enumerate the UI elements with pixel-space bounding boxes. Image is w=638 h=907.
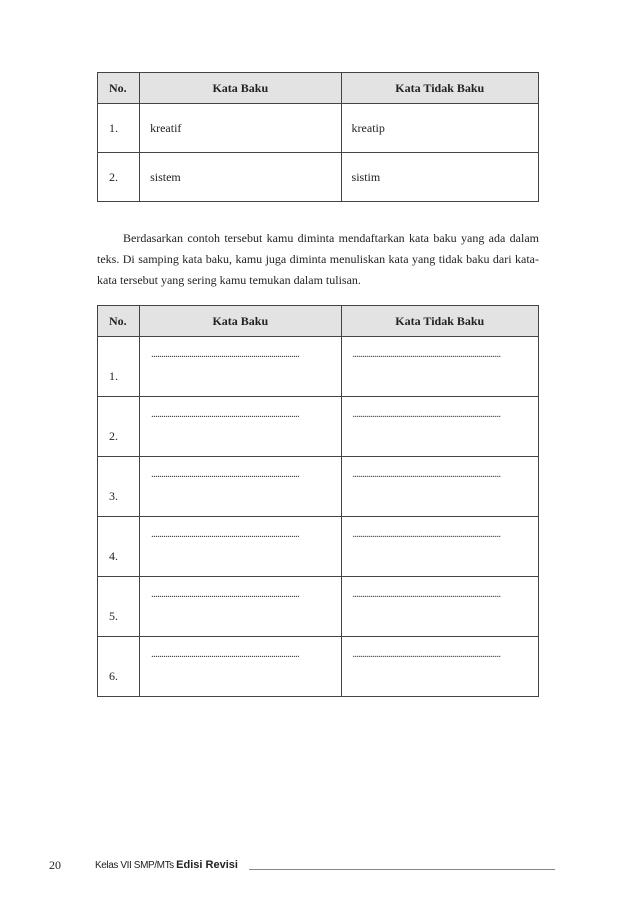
table-row [98,104,539,153]
header-kata-baku: Kata Baku [140,306,341,337]
table-row [98,337,539,397]
kata-tidak-baku-blank[interactable] [341,337,538,397]
exercise-table [97,305,539,697]
kata-tidak-baku-blank[interactable] [341,457,538,517]
dotted-line: .......................................................................... [151,649,300,660]
instruction-paragraph [97,228,539,291]
kata-tidak-baku-blank[interactable] [341,397,538,457]
dotted-line: .......................................................................... [352,409,501,420]
instruction-text: Berdasarkan contoh tersebut kamu diminta mendaftarkan kata baku yang ada dalam teks. Di samping kata baku, kamu juga diminta menuliskan kata yang tidak baku dari kata-kata tersebut yang sering kamu temukan dalam tulisan. [97,231,539,287]
table-row [98,153,539,202]
dotted-line: .......................................................................... [151,409,300,420]
table-row [98,397,539,457]
table-row [98,457,539,517]
header-no: No. [98,306,140,337]
kata-baku-cell: sistem [140,153,341,202]
dotted-line: .......................................................................... [151,349,300,360]
row-number: 6. [98,637,140,697]
table-row [98,637,539,697]
kata-baku-cell: kreatif [140,104,341,153]
table-header-row [98,73,539,104]
table-row [98,517,539,577]
header-no: No. [98,73,140,104]
row-number: 4. [98,517,140,577]
row-number: 2. [98,153,140,202]
kata-tidak-baku-cell: kreatip [341,104,538,153]
header-kata-tidak-baku: Kata Tidak Baku [341,306,538,337]
example-table [97,72,539,202]
dotted-line: .......................................................................... [352,589,501,600]
footer-book-title [95,859,238,871]
edition-label: Edisi Revisi [176,859,238,871]
header-kata-tidak-baku: Kata Tidak Baku [341,73,538,104]
dotted-line: .......................................................................... [352,529,501,540]
row-number: 2. [98,397,140,457]
kata-tidak-baku-blank[interactable] [341,577,538,637]
row-number: 5. [98,577,140,637]
row-number: 1. [98,337,140,397]
row-number: 3. [98,457,140,517]
dotted-line: .......................................................................... [151,469,300,480]
kata-baku-blank[interactable] [140,517,341,577]
kata-tidak-baku-cell: sistim [341,153,538,202]
kata-tidak-baku-blank[interactable] [341,517,538,577]
dotted-line: .......................................................................... [352,649,501,660]
dotted-line: .......................................................................... [352,349,501,360]
row-number: 1. [98,104,140,153]
kata-baku-blank[interactable] [140,337,341,397]
header-kata-baku: Kata Baku [140,73,341,104]
kata-tidak-baku-blank[interactable] [341,637,538,697]
book-title: Kelas VII SMP/MTs [95,860,174,871]
kata-baku-blank[interactable] [140,457,341,517]
kata-baku-blank[interactable] [140,397,341,457]
dotted-line: .......................................................................... [151,529,300,540]
kata-baku-blank[interactable] [140,637,341,697]
table-row [98,577,539,637]
dotted-line: .......................................................................... [352,469,501,480]
page-number: 20 [49,858,61,872]
kata-baku-blank[interactable] [140,577,341,637]
table-header-row [98,306,539,337]
footer-rule [249,869,555,870]
dotted-line: .......................................................................... [151,589,300,600]
